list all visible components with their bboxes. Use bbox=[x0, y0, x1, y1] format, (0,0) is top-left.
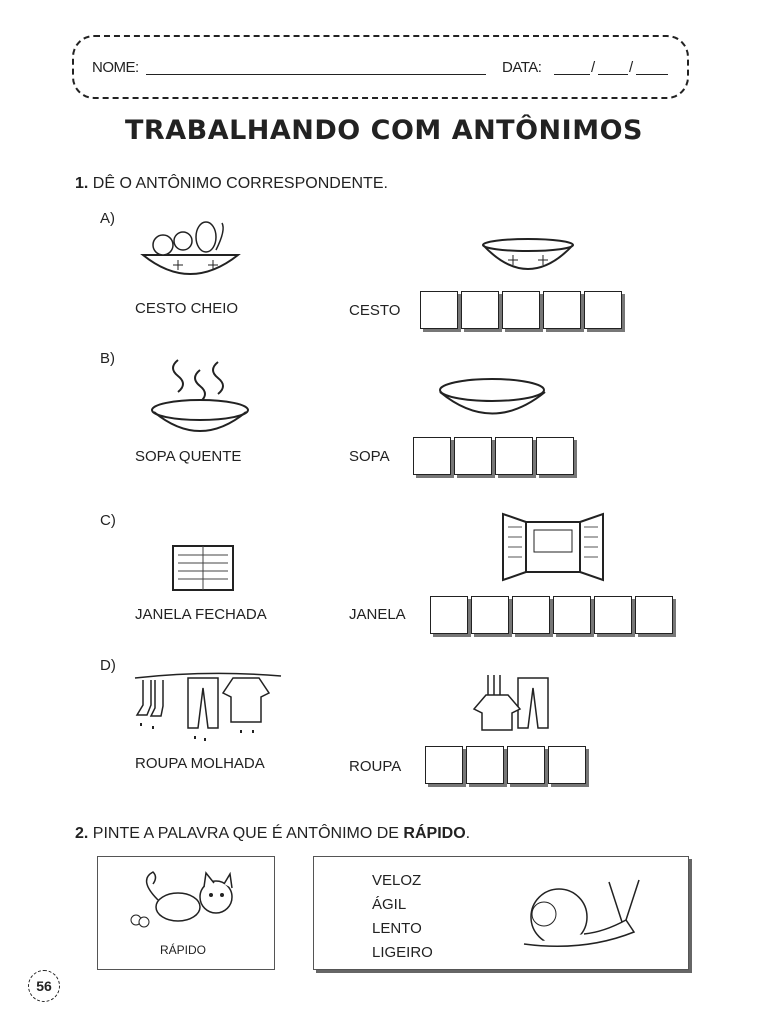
date-label: DATA: bbox=[502, 59, 542, 76]
given-word: ROUPA MOLHADA bbox=[135, 755, 265, 772]
question-keyword: RÁPIDO bbox=[403, 825, 466, 842]
option-word[interactable]: LENTO bbox=[372, 920, 422, 937]
prompt-word: SOPA bbox=[349, 448, 390, 465]
item-letter: B) bbox=[100, 350, 115, 367]
question-period: . bbox=[465, 825, 471, 842]
options-card bbox=[313, 856, 689, 970]
letter-box[interactable] bbox=[495, 437, 533, 475]
given-word: SOPA QUENTE bbox=[135, 448, 242, 465]
date-month-field[interactable] bbox=[598, 74, 628, 75]
page-title: TRABALHANDO COM ANTÔNIMOS bbox=[125, 115, 643, 146]
prompt-word: JANELA bbox=[349, 606, 406, 623]
open-window-image bbox=[498, 512, 608, 584]
answer-boxes bbox=[430, 596, 673, 634]
letter-box[interactable] bbox=[471, 596, 509, 634]
date-year-field[interactable] bbox=[636, 74, 668, 75]
date-separator: / bbox=[629, 59, 633, 76]
cat-card bbox=[97, 856, 275, 970]
empty-basket-image bbox=[478, 235, 578, 280]
answer-boxes bbox=[420, 291, 622, 329]
prompt-word: CESTO bbox=[349, 302, 401, 319]
running-cat-image bbox=[128, 865, 248, 935]
option-word[interactable]: LIGEIRO bbox=[372, 944, 433, 961]
question-text: PINTE A PALAVRA QUE É ANTÔNIMO DE bbox=[92, 825, 399, 842]
letter-box[interactable] bbox=[466, 746, 504, 784]
letter-box[interactable] bbox=[536, 437, 574, 475]
item-letter: D) bbox=[100, 657, 116, 674]
closed-window-image bbox=[170, 543, 236, 593]
letter-box[interactable] bbox=[413, 437, 451, 475]
letter-box[interactable] bbox=[548, 746, 586, 784]
question-number: 1. bbox=[75, 175, 89, 192]
question-2 bbox=[75, 825, 470, 843]
given-word: JANELA FECHADA bbox=[135, 606, 267, 623]
letter-box[interactable] bbox=[454, 437, 492, 475]
given-word: CESTO CHEIO bbox=[135, 300, 239, 317]
letter-box[interactable] bbox=[543, 291, 581, 329]
letter-box[interactable] bbox=[512, 596, 550, 634]
full-basket-image bbox=[138, 215, 243, 290]
hot-soup-image bbox=[148, 350, 253, 440]
date-day-field[interactable] bbox=[554, 74, 590, 75]
letter-box[interactable] bbox=[425, 746, 463, 784]
letter-box[interactable] bbox=[584, 291, 622, 329]
name-date-header bbox=[72, 35, 689, 99]
letter-box[interactable] bbox=[553, 596, 591, 634]
letter-box[interactable] bbox=[594, 596, 632, 634]
option-word[interactable]: VELOZ bbox=[372, 872, 422, 889]
question-text: DÊ O ANTÔNIMO CORRESPONDENTE. bbox=[92, 175, 388, 192]
letter-box[interactable] bbox=[461, 291, 499, 329]
name-label: NOME: bbox=[92, 59, 139, 76]
name-field[interactable] bbox=[146, 74, 486, 75]
cold-soup-image bbox=[435, 375, 550, 420]
word-options bbox=[372, 869, 433, 965]
letter-box[interactable] bbox=[502, 291, 540, 329]
page-number: 56 bbox=[28, 970, 60, 1002]
prompt-word: ROUPA bbox=[349, 758, 402, 775]
wet-clothes-image bbox=[133, 668, 283, 748]
item-letter: C) bbox=[100, 512, 116, 529]
letter-box[interactable] bbox=[635, 596, 673, 634]
letter-box[interactable] bbox=[420, 291, 458, 329]
dry-clothes-image bbox=[468, 670, 558, 732]
letter-box[interactable] bbox=[430, 596, 468, 634]
item-letter: A) bbox=[100, 210, 115, 227]
cat-label: RÁPIDO bbox=[160, 943, 207, 957]
question-1 bbox=[75, 175, 388, 193]
date-separator: / bbox=[591, 59, 595, 76]
option-word[interactable]: ÁGIL bbox=[372, 896, 407, 913]
question-number: 2. bbox=[75, 825, 89, 842]
answer-boxes bbox=[425, 746, 586, 784]
snail-image bbox=[514, 872, 654, 957]
letter-box[interactable] bbox=[507, 746, 545, 784]
answer-boxes bbox=[413, 437, 574, 475]
